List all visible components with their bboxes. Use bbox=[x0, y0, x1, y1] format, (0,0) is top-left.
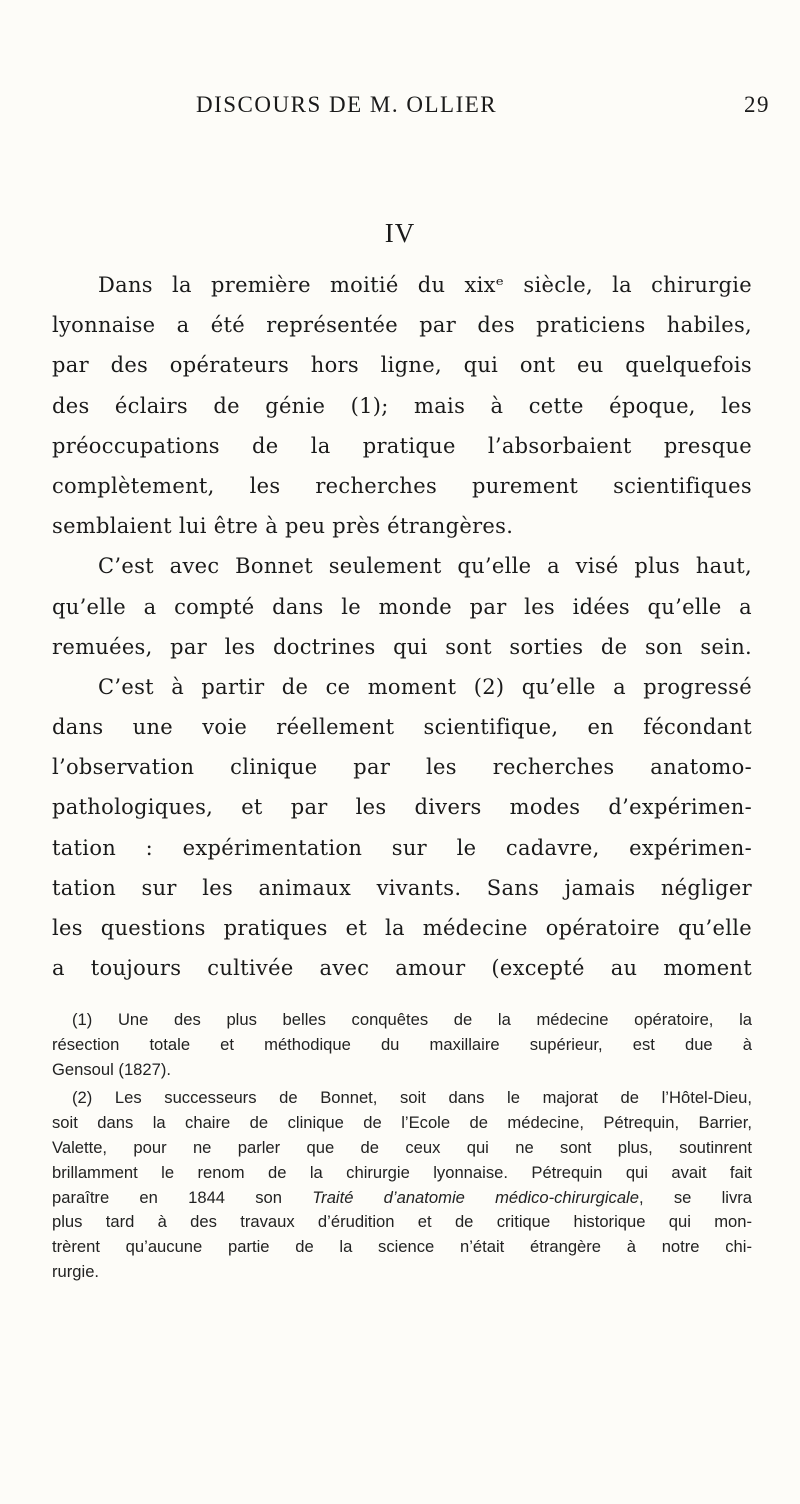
body-line: C’est à partir de ce moment (2) qu’elle a progressé bbox=[98, 674, 752, 699]
body-line: les questions pratiques et la médecine opératoire qu’elle bbox=[52, 916, 752, 940]
footnote-line: brillamment le renom de la chirurgie lyonnaise. Pétrequin qui avait fait bbox=[52, 1162, 752, 1182]
footnotes bbox=[52, 1008, 752, 1285]
footnote-line: résection totale et méthodique du maxillaire supérieur, est due à bbox=[52, 1034, 752, 1054]
body-line: Dans la première moitié du xixᵉ siècle, la chirurgie bbox=[98, 273, 752, 297]
footnote-line: (2) Les successeurs de Bonnet, soit dans le majorat de l’Hôtel-Dieu, bbox=[72, 1088, 752, 1108]
page-number: 29 bbox=[744, 92, 770, 117]
footnote-line: soit dans la chaire de clinique de l’Ecole de médecine, Pétrequin, Barrier, bbox=[52, 1113, 752, 1133]
body-line: a toujours cultivée avec amour (excepté au moment bbox=[52, 956, 752, 981]
body-line: l’observation clinique par les recherches anatomo- bbox=[52, 755, 752, 780]
footnote-2 bbox=[52, 1086, 752, 1284]
footnote-line: plus tard à des travaux d’érudition et de critique historique qui mon- bbox=[52, 1212, 752, 1232]
footnote-line: Gensoul (1827). bbox=[52, 1059, 171, 1079]
body-line: semblaient lui être à peu près étrangères. bbox=[52, 514, 514, 539]
running-head-title: DISCOURS DE M. OLLIER bbox=[196, 92, 498, 117]
body-line: préoccupations de la pratique l’absorbaient presque bbox=[52, 433, 752, 458]
body-line: tation : expérimentation sur le cadavre, expérimen- bbox=[52, 835, 752, 860]
footnote-line: (1) Une des plus belles conquêtes de la médecine opératoire, la bbox=[72, 1010, 752, 1029]
section-heading: IV bbox=[384, 218, 416, 248]
body-line: remuées, par les doctrines qui sont sorties de son sein. bbox=[52, 634, 752, 659]
body-line: qu’elle a compté dans le monde par les idées qu’elle a bbox=[52, 594, 752, 619]
footnote-1 bbox=[52, 1008, 752, 1082]
body-line: tation sur les animaux vivants. Sans jamais négliger bbox=[52, 875, 752, 900]
footnote-line: rurgie. bbox=[52, 1261, 100, 1281]
footnote-line bbox=[52, 1186, 752, 1211]
body-line: C’est avec Bonnet seulement qu’elle a visé plus haut, bbox=[98, 554, 752, 579]
body-line: dans une voie réellement scientifique, en fécondant bbox=[52, 715, 752, 740]
body-line: lyonnaise a été représentée par des praticiens habiles, bbox=[52, 313, 752, 338]
footnote-text: paraître en 1844 son bbox=[52, 1187, 313, 1207]
body-line: pathologiques, et par les divers modes d’expérimen- bbox=[52, 795, 752, 820]
footnote-line: trèrent qu’aucune partie de la science n’était étrangère à notre chi- bbox=[52, 1237, 752, 1257]
body-text bbox=[52, 265, 752, 988]
footnote-text: , se livra bbox=[638, 1187, 752, 1207]
body-line: complètement, les recherches purement scientifiques bbox=[52, 473, 752, 498]
body-line: des éclairs de génie (1); mais à cette époque, les bbox=[52, 393, 752, 418]
body-line: par des opérateurs hors ligne, qui ont eu quelquefois bbox=[52, 353, 752, 378]
footnote-line: Valette, pour ne parler que de ceux qui ne sont plus, soutinrent bbox=[52, 1137, 752, 1157]
book-title: Traité d’anatomie médico-chirurgicale bbox=[312, 1187, 639, 1207]
